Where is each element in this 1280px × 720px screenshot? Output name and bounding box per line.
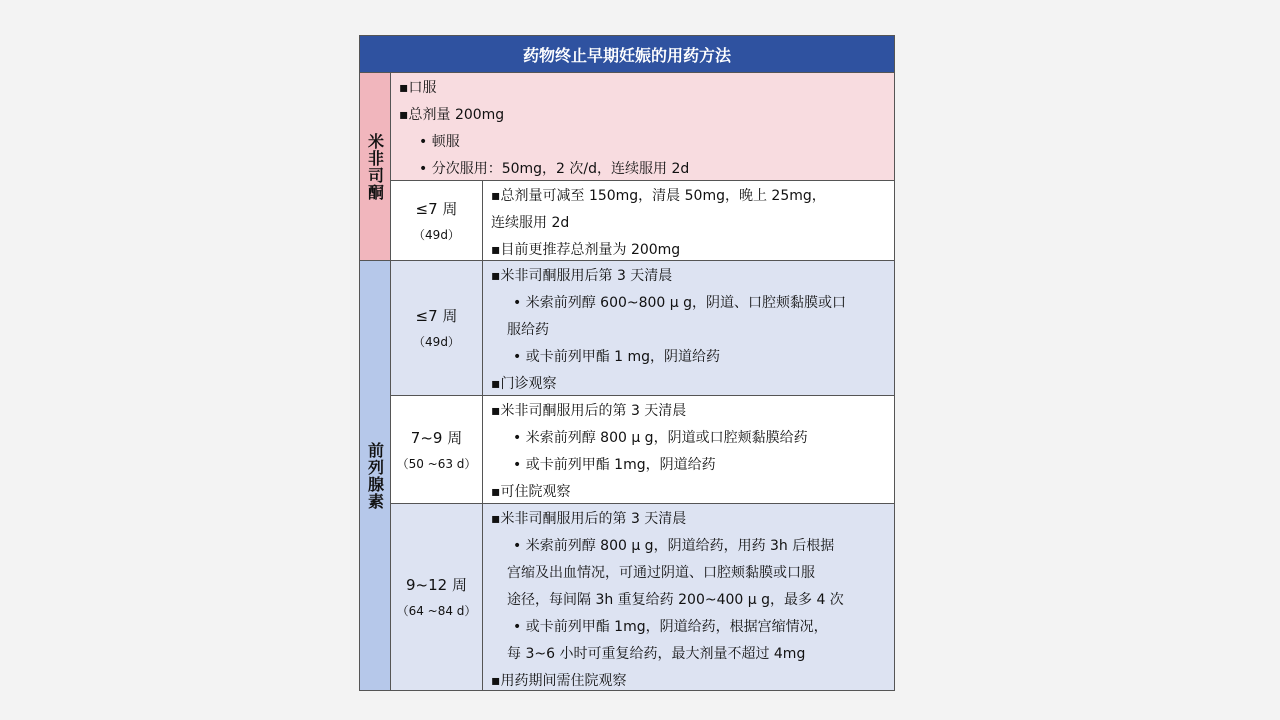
days-label: （64 ~84 d） [396,604,477,618]
week-label: ≤7 周 [415,199,458,218]
dosage-line: 途径，每间隔 3h 重复给药 200~400 μ g，最多 4 次 [507,592,844,608]
dosage-line: 每 3~6 小时可重复给药，最大剂量不超过 4mg [507,646,806,662]
dosage-cell [483,503,894,690]
dosage-line: • 米索前列醇 600~800 μ g，阴道、口腔颊黏膜或口 [513,295,847,311]
week-label: 9~12 周 [406,576,467,594]
table-title: 药物终止早期妊娠的用药方法 [360,36,894,73]
days-label: （50 ~63 d） [396,456,477,471]
dosage-line: • 或卡前列甲酯 1 mg，阴道给药 [513,349,721,365]
dosage-cell [483,180,894,260]
dosage-line: 服给药 [507,322,549,338]
mifepristone-label-cell [360,73,391,260]
week-label: ≤7 周 [415,307,458,325]
general-line: ▪口服 [399,80,437,96]
prostaglandin-label-cell [360,260,391,690]
medication-table [359,35,895,691]
dosage-line: • 或卡前列甲酯 1mg，阴道给药 [513,457,716,473]
dosage-line: ▪门诊观察 [491,376,557,392]
days-label: （49d） [413,227,460,242]
week-label: 7~9 周 [410,428,463,447]
dosage-line: ▪总剂量可减至 150mg，清晨 50mg，晚上 25mg， [491,188,826,204]
dosage-line: ▪用药期间需住院观察 [491,673,627,689]
dosage-cell [483,395,894,503]
general-line: • 顿服 [419,134,460,150]
dosage-line: ▪可住院观察 [491,484,571,500]
week-cell [391,395,483,503]
dosage-line: • 米索前列醇 800 μ g，阴道或口腔颊黏膜给药 [513,430,808,446]
dosage-line: ▪目前更推荐总剂量为 200mg [491,242,681,258]
week-cell [391,260,483,395]
week-cell [391,180,483,260]
week-cell [391,503,483,690]
dosage-line: • 或卡前列甲酯 1mg，阴道给药，根据宫缩情况， [513,619,828,635]
general-line: ▪总剂量 200mg [399,107,505,123]
dosage-line: ▪米非司酮服用后的第 3 天清晨 [491,511,687,527]
prostaglandin-label: 前列腺素 [365,441,385,510]
dosage-cell [483,260,894,395]
dosage-line: ▪米非司酮服用后第 3 天清晨 [491,268,673,284]
days-label: （49d） [413,335,460,349]
mifepristone-general-cell [391,73,894,180]
mifepristone-label: 米非司酮 [365,132,385,201]
dosage-line: 宫缩及出血情况，可通过阴道、口腔颊黏膜或口服 [507,565,815,581]
dosage-line: ▪米非司酮服用后的第 3 天清晨 [491,403,687,419]
dosage-line: 连续服用 2d [491,215,570,231]
dosage-line: • 米索前列醇 800 μ g，阴道给药，用药 3h 后根据 [513,538,835,554]
general-line: • 分次服用：50mg，2 次/d，连续服用 2d [419,161,690,177]
